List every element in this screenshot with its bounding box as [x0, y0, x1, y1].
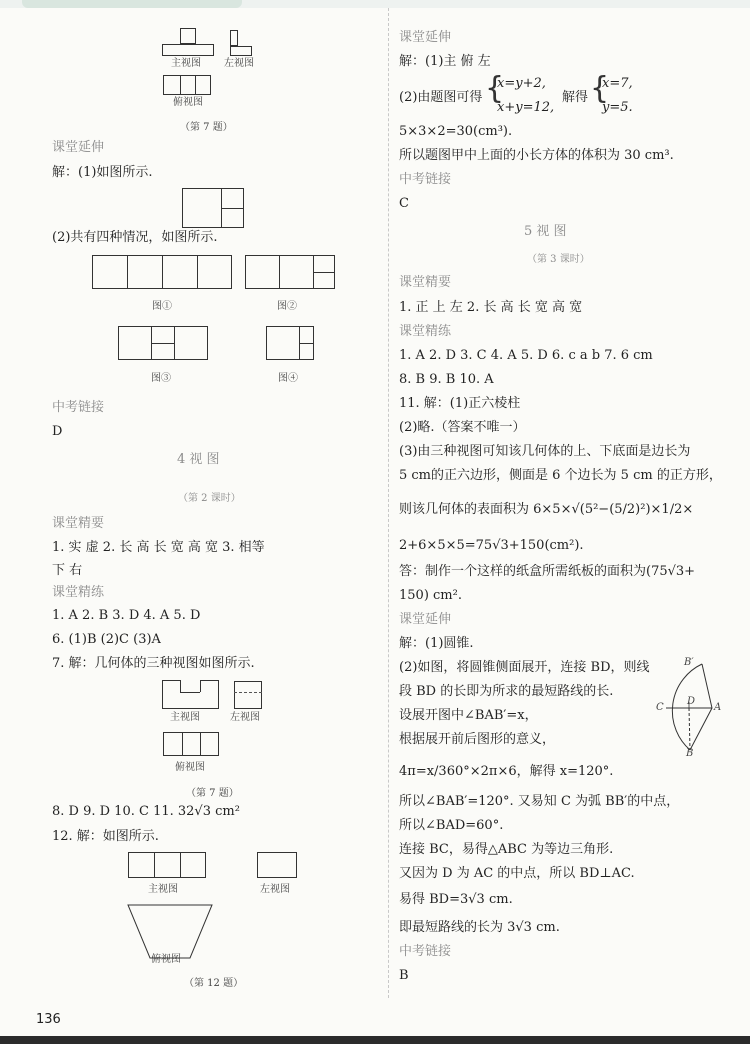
right-prac-line1: 1. A 2. D 3. C 4. A 5. D 6. c a b 7. 6 cm [399, 348, 653, 363]
right-ext2-line4: 设展开图中∠BAB′=x， [399, 708, 538, 723]
page-number: 136 [36, 1012, 61, 1027]
case-label-2: 图② [277, 301, 297, 312]
brace-system-2: { [590, 71, 610, 106]
right-section-prac: 课堂精练 [399, 324, 452, 339]
right-ext2-line9: 连接 BC，易得△ABC 为等边三角形. [399, 842, 614, 857]
left-prac-line5: 12. 解：如图所示. [52, 829, 159, 844]
lesson5-title: 5 视 图 [524, 224, 567, 239]
right-exam2-answer: B [399, 968, 409, 983]
right-section-ext2: 课堂延伸 [399, 612, 452, 627]
right-prac-line2: 8. B 9. B 10. A [399, 372, 494, 387]
right-key-line1: 1. 正 上 左 2. 长 高 长 宽 高 宽 [399, 300, 583, 315]
right-line1: 解：(1)主 俯 左 [399, 54, 491, 69]
lesson5-subtitle: （第 3 课时） [527, 254, 590, 265]
right-ext2-line8: 所以∠BAD=60°. [399, 818, 504, 833]
system1-eq2: x+y=12, [497, 100, 555, 115]
fig7b-top-label: 俯视图 [175, 762, 205, 773]
left-section-prac: 课堂精练 [52, 585, 105, 600]
cone-label-bprime: B′ [684, 657, 694, 668]
right-ext2-line1: 解：(1)圆锥. [399, 636, 474, 651]
left-prac-line4: 8. D 9. D 10. C 11. 32√3 cm² [52, 804, 240, 819]
right-section-exam2: 中考链接 [399, 944, 452, 959]
page-header-ornament [22, 0, 242, 8]
right-ext2-line10: 又因为 D 为 AC 的中点，所以 BD⊥AC. [399, 866, 635, 881]
left-key-line2: 下 右 [52, 563, 83, 578]
cone-label-c: C [656, 702, 664, 713]
case-label-4: 图④ [278, 373, 298, 384]
system2-eq1: x=7, [602, 76, 633, 91]
right-ext2-line2: (2)如图，将圆锥侧面展开，连接 BD，则线 [399, 660, 650, 675]
right-prac-line10: 150) cm². [399, 588, 462, 603]
fig7-top-top-label: 俯视图 [173, 97, 203, 108]
column-divider [388, 8, 389, 998]
cone-label-a: A [714, 702, 722, 713]
fig7-top-caption: （第 7 题） [180, 122, 233, 133]
fig12-caption: （第 12 题） [184, 978, 244, 989]
left-prac-line3: 7. 解：几何体的三种视图如图所示. [52, 656, 255, 671]
fig7-top-front-label: 主视图 [171, 58, 201, 69]
right-prac-line5: (3)由三种视图可知该几何体的上、下底面是边长为 [399, 444, 691, 459]
fig12-left-label: 左视图 [260, 884, 290, 895]
fig7b-caption: （第 7 题） [186, 788, 239, 799]
fig7-top-left-label: 左视图 [224, 58, 254, 69]
fig7b-front-label: 主视图 [170, 712, 200, 723]
right-prac-line8: 2+6×5×5=75√3+150(cm²). [399, 538, 584, 553]
right-exam-answer: C [399, 196, 409, 211]
right-section-key: 课堂精要 [399, 275, 452, 290]
fig7b-left-label: 左视图 [230, 712, 260, 723]
left-exam-answer: D [52, 424, 63, 439]
left-section-exam: 中考链接 [52, 400, 105, 415]
fig12-top-view-trapezoid [126, 900, 216, 960]
right-line2a: (2)由题图可得 [399, 90, 483, 105]
left-prac-line2: 6. (1)B (2)C (3)A [52, 632, 161, 647]
right-prac-line4: (2)略.（答案不唯一） [399, 420, 526, 435]
right-line3: 5×3×2=30(cm³). [399, 124, 513, 139]
right-ext2-line7: 所以∠BAB′=120°. 又易知 C 为弧 BB′的中点， [399, 794, 680, 809]
left-section-key: 课堂精要 [52, 516, 105, 531]
system1-eq1: x=y+2, [497, 76, 546, 91]
right-prac-line3: 11. 解：(1)正六棱柱 [399, 396, 521, 411]
left-prac-line1: 1. A 2. B 3. D 4. A 5. D [52, 608, 201, 623]
fig12-front-label: 主视图 [148, 884, 178, 895]
right-prac-line6: 5 cm的正六边形，侧面是 6 个边长为 5 cm 的正方形， [399, 468, 722, 483]
page-bottom-bar [0, 1036, 750, 1044]
right-ext2-line12: 即最短路线的长为 3√3 cm. [399, 920, 560, 935]
right-prac-line7: 则该几何体的表面积为 6×5×√(5²−(5/2)²)×1/2× [399, 502, 694, 517]
cone-label-b: B [686, 748, 694, 759]
right-ext2-line11: 易得 BD=3√3 cm. [399, 892, 513, 907]
case-label-3: 图③ [151, 373, 171, 384]
lesson4-subtitle: （第 2 课时） [178, 493, 241, 504]
brace-system-1: { [485, 71, 505, 106]
right-line2b: 解得 [562, 90, 589, 105]
fig12-top-label: 俯视图 [151, 954, 181, 965]
cone-label-d: D [687, 696, 696, 707]
right-ext2-line3: 段 BD 的长即为所求的最短路线的长. [399, 684, 614, 699]
left-ext-line2: (2)共有四种情况，如图所示. [52, 230, 218, 245]
left-key-line1: 1. 实 虚 2. 长 高 长 宽 高 宽 3. 相等 [52, 540, 265, 555]
right-ext2-line5: 根据展开前后图形的意义， [399, 732, 556, 747]
lesson4-title: 4 视 图 [177, 452, 220, 467]
left-ext-line1: 解：(1)如图所示. [52, 165, 153, 180]
right-prac-line9: 答：制作一个这样的纸盒所需纸板的面积为(75√3+ [399, 564, 696, 579]
right-ext2-line6: 4π=x/360°×2π×6，解得 x=120°. [399, 764, 614, 779]
right-section-exam: 中考链接 [399, 172, 452, 187]
right-section-ext: 课堂延伸 [399, 30, 452, 45]
left-section-ext: 课堂延伸 [52, 140, 105, 155]
system2-eq2: y=5. [602, 100, 633, 115]
right-line4: 所以题图甲中上面的小长方体的体积为 30 cm³. [399, 148, 674, 163]
case-label-1: 图① [152, 301, 172, 312]
